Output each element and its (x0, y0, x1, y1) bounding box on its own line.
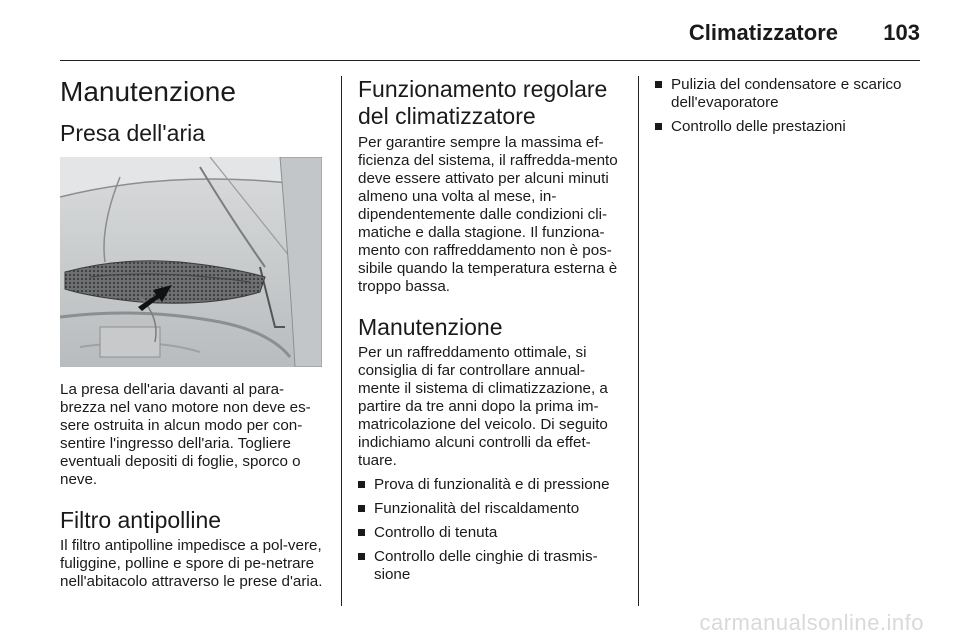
section-title-regular-operation: Funzionamento regolare del climatizzatore (358, 76, 608, 129)
list-item: Controllo delle cinghie di trasmis-sione (358, 548, 624, 584)
watermark: carmanualsonline.info (699, 610, 924, 635)
page-number: 103 (883, 20, 920, 45)
maintenance-text: Per un raffreddamento ottimale, si consiglia di far controllare annual-mente il sistema di climatizzazione, a partire da tre anni dopo la prima im-matricolazione del veicolo. Di seguito indichiamo alcuni controlli da effet-tuare. (358, 344, 608, 469)
column-left (60, 76, 326, 591)
section-title-maintenance-2: Manutenzione (358, 314, 503, 340)
subsection-title-pollen-filter: Filtro antipolline (60, 507, 222, 533)
air-intake-text: La presa dell'aria davanti al para-brezza nel vano motore non deve es-sere ostruita in alcun modo per con-sentire l'ingresso dell'aria. Togliere eventuali depositi di foglie, sporco o neve. (60, 381, 311, 488)
air-intake-photo (60, 157, 322, 367)
bullet-square-icon (358, 505, 365, 512)
list-item: Controllo di tenuta (358, 524, 624, 542)
column-middle (358, 76, 624, 590)
column-divider-2 (638, 76, 639, 606)
chapter-title: Climatizzatore (688, 20, 838, 45)
bullet-square-icon (358, 529, 365, 536)
column-right (655, 76, 921, 142)
list-item: Funzionalità del riscaldamento (358, 500, 624, 518)
checks-list-continued (655, 76, 921, 136)
pollen-filter-text: Il filtro antipolline impedisce a pol-vere, fuliggine, polline e spore di pe-netrare nell'abitacolo attraverso le prese d'aria. (60, 537, 323, 590)
checks-list (358, 476, 624, 584)
bullet-square-icon (358, 481, 365, 488)
section-title-maintenance: Manutenzione (60, 76, 236, 107)
list-item: Pulizia del condensatore e scarico dell'evaporatore (655, 76, 921, 112)
engine-bay-illustration (60, 157, 322, 367)
page-header (0, 0, 960, 60)
bullet-square-icon (655, 123, 662, 130)
regular-operation-text: Per garantire sempre la massima ef-ficienza del sistema, il raffredda-mento deve essere attivato per alcuni minuti almeno una volta al mese, in-dipendentemente dalle condizioni cli-matiche e dalla stagione. Il funziona-mento con raffreddamento non è pos-sibile quando la temperatura esterna è troppo bassa. (358, 134, 618, 295)
list-item: Controllo delle prestazioni (655, 118, 921, 136)
header-divider (60, 60, 920, 61)
bullet-square-icon (655, 81, 662, 88)
subsection-title-air-intake: Presa dell'aria (60, 120, 206, 146)
bullet-square-icon (358, 553, 365, 560)
list-item: Prova di funzionalità e di pressione (358, 476, 624, 494)
column-divider-1 (341, 76, 342, 606)
